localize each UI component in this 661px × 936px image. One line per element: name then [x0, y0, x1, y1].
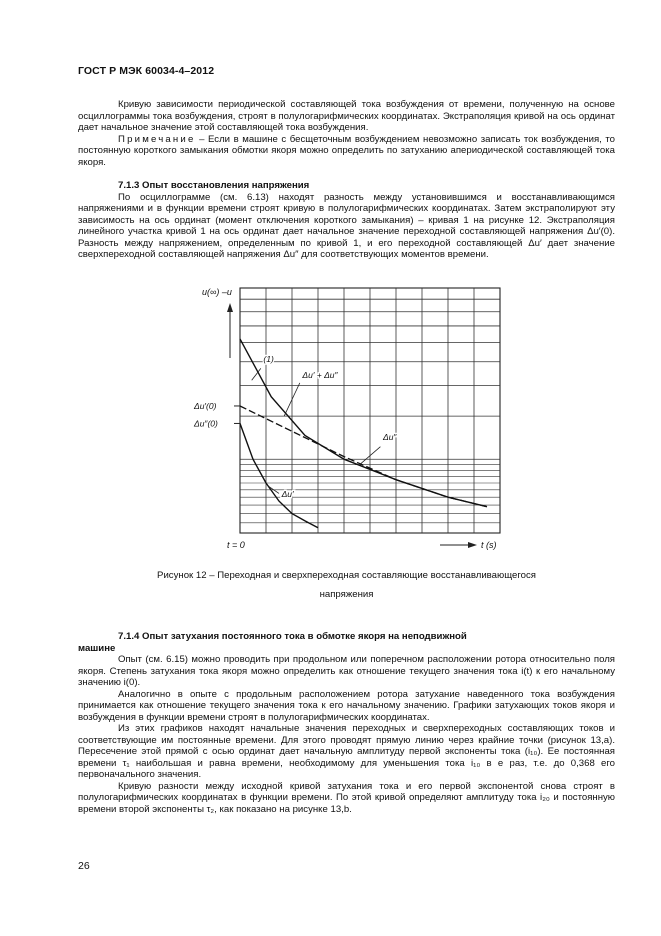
label-subtransient: Δu″	[383, 431, 397, 442]
document-header: ГОСТ Р МЭК 60034-4–2012	[78, 65, 215, 77]
note-label: Примечание	[118, 133, 196, 145]
paragraph: Опыт (см. 6.15) можно проводить при продольном или поперечном расположении ротора относительно поля якоря. Степень затухания тока якоря можно определить как отношение текущего значения тока i(t) к его начальному значению i(0).	[78, 654, 615, 688]
section-voltage-recovery	[78, 180, 615, 261]
paragraph: Аналогично в опыте с продольным расположением ротора затухание наведенного тока возбуждения принимается как отношение текущего значения тока к его начальному значению. Графики затухающих токов якоря и возбуждения в функции времени строят в полулогарифмических координатах.	[78, 688, 615, 723]
page-number: 26	[78, 860, 90, 872]
voltage-recovery-chart	[190, 283, 510, 553]
figure-caption-line1: Рисунок 12 – Переходная и сверхпереходная составляющие восстанавливающегося	[157, 570, 536, 581]
x-axis-arrowhead	[468, 542, 477, 548]
label-curve-1: (1)	[263, 353, 274, 364]
section-heading	[78, 631, 615, 654]
origin-label: t = 0	[227, 540, 245, 550]
figure-caption-line2: напряжения	[319, 589, 374, 600]
paragraph: Из этих графиков находят начальные значения переходных и сверхпереходных составляющих токов и соответствующие им постоянные времени. Для этого проводят прямую линию через крайние точки (рисунок 13,a). Пересечение этой прямой с осью ординат дает начальную амплитуду первой экспоненты тока (i₁₀). Ее постоянная времени τ₁ наибольшая и равна времени, необходимому для уменьшения тока i₁₀ в e раз, т.е. до 0,368 его первоначального значения.	[78, 723, 615, 780]
curve-transient-extrapolation	[240, 406, 487, 507]
section-dc-decay	[78, 631, 615, 815]
curve-subtransient	[240, 423, 318, 527]
paragraph: По осциллограмме (см. 6.13) находят разность между установившимся и восстанавливающимся напряжениями и в функции времени строят кривую в полулогарифмических координатах. Затем экстраполируют эту зависимость на ось ординат (момент отключения короткого замыкания) – кривая 1 на рисунке 12. Экстраполяция линейного участка кривой 1 на ось ординат дает начальное значение переходной составляющей напряжения Δu′(0). Разность между напряжением, определенным по кривой 1, и его переходной составляющей Δu′ дает значение сверхпереходной составляющей напряжения Δu″ для соответствующих моментов времени.	[78, 191, 615, 260]
x-axis-label: t (s)	[481, 540, 497, 550]
y-marker-transient-initial: Δu′(0)	[194, 400, 217, 411]
section-heading: 7.1.3 Опыт восстановления напряжения	[118, 180, 310, 191]
paragraph: Кривую разности между исходной кривой затухания тока и его первой экспонентой снова строят в полулогарифмических координатах в функции времени. По этой кривой определяют амплитуду тока i₂₀ и постоянную времени второй экспоненты τ₂, как показано на рисунке 13,b.	[78, 780, 615, 815]
y-marker-subtransient-initial: Δu″(0)	[194, 418, 218, 429]
label-sum: Δu′ + Δu″	[302, 369, 338, 380]
note-text: – Если в машине с бесщеточным возбуждением невозможно записать ток возбуждения, то постоянную короткого замыкания обмотки якоря можно определить по затуханию апериодической составляющей тока якоря.	[78, 133, 615, 168]
y-axis-label: u(∞) –u	[202, 287, 232, 297]
paragraph: Кривую зависимости периодической составляющей тока возбуждения от времени, полученную на основе осциллограммы тока возбуждения, строят в полулогарифмических координатах. Экстраполяция кривой на ось ординат дает начальное значение этой составляющей тока возбуждения.	[78, 99, 615, 133]
note	[78, 134, 615, 169]
heading-line1: 7.1.4 Опыт затухания постоянного тока в обмотке якоря на неподвижной	[118, 631, 467, 642]
curve-1-total	[240, 339, 487, 507]
section-field-current	[78, 99, 615, 168]
heading-line2: машине	[78, 642, 116, 654]
y-axis-arrowhead	[227, 303, 233, 312]
figure-12	[190, 283, 510, 558]
label-transient: Δu′	[281, 489, 294, 500]
